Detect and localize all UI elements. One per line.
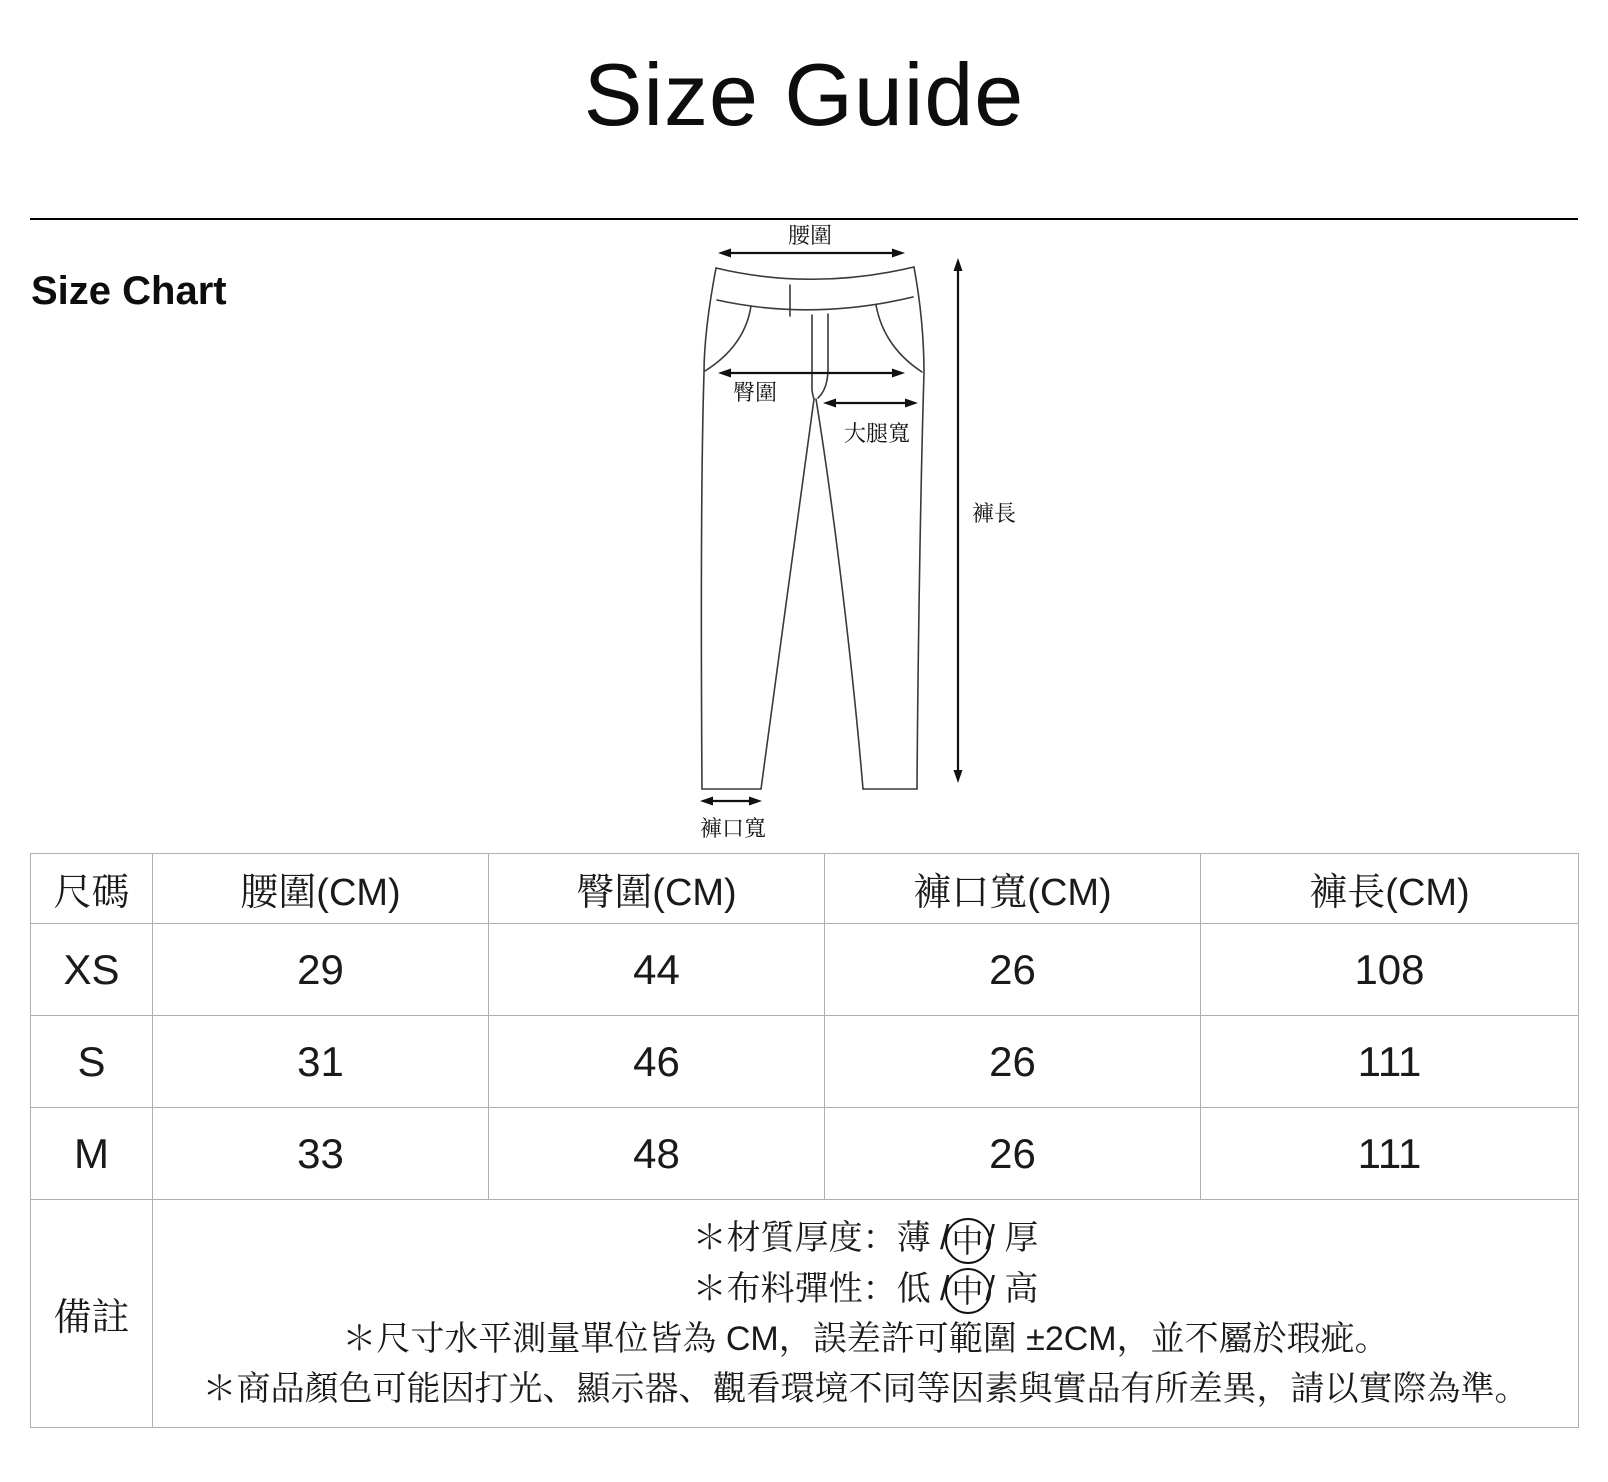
- table-row-xs: [31, 924, 1579, 1016]
- pants-measurement-diagram: [640, 215, 1060, 855]
- cell-size: M: [31, 1108, 153, 1200]
- pants-outline: [701, 267, 924, 789]
- circled-medium: 中: [945, 1268, 991, 1314]
- length-label: 褲長: [972, 501, 1017, 526]
- header-waist: 腰圍(CM): [153, 854, 489, 924]
- cell-hem: 26: [825, 924, 1201, 1016]
- cell-length: 111: [1201, 1108, 1579, 1200]
- note-thickness: ＊材質厚度：薄 /中/ 厚: [153, 1213, 1578, 1263]
- section-heading: Size Chart: [31, 269, 227, 313]
- cell-waist: 29: [153, 924, 489, 1016]
- cell-hip: 48: [489, 1108, 825, 1200]
- hem-width-label: 褲口寬: [699, 816, 767, 841]
- table-row-s: [31, 1016, 1579, 1108]
- header-length: 褲長(CM): [1201, 854, 1579, 924]
- pants-line-art: [640, 215, 1060, 855]
- header-size: 尺碼: [31, 854, 153, 924]
- cell-size: S: [31, 1016, 153, 1108]
- table-header-row: [31, 854, 1579, 924]
- cell-length: 111: [1201, 1016, 1579, 1108]
- cell-hip: 44: [489, 924, 825, 1016]
- note-color: ＊商品顏色可能因打光、顯示器、觀看環境不同等因素與實品有所差異，請以實際為準。: [202, 1369, 1529, 1408]
- header-hip: 臀圍(CM): [489, 854, 825, 924]
- cell-length: 108: [1201, 924, 1579, 1016]
- cell-waist: 31: [153, 1016, 489, 1108]
- page-title: Size Guide: [583, 45, 1025, 144]
- cell-hem: 26: [825, 1108, 1201, 1200]
- hip-label: 臀圍: [732, 380, 778, 405]
- header-hem-width: 褲口寬(CM): [825, 854, 1201, 924]
- thigh-label: 大腿寬: [843, 421, 911, 446]
- circled-medium: 中: [945, 1218, 991, 1264]
- cell-waist: 33: [153, 1108, 489, 1200]
- note-measurement: ＊尺寸水平測量單位皆為 CM，誤差許可範圍 ±2CM，並不屬於瑕疵。: [342, 1319, 1389, 1358]
- size-table: [30, 853, 1579, 1428]
- cell-hem: 26: [825, 1016, 1201, 1108]
- notes-cell: [153, 1200, 1579, 1428]
- waist-label: 腰圍: [787, 223, 833, 248]
- cell-hip: 46: [489, 1016, 825, 1108]
- notes-row: [31, 1200, 1579, 1428]
- note-elasticity: ＊布料彈性：低 /中/ 高: [153, 1264, 1578, 1314]
- notes-label: 備註: [31, 1200, 153, 1428]
- table-row-m: [31, 1108, 1579, 1200]
- cell-size: XS: [31, 924, 153, 1016]
